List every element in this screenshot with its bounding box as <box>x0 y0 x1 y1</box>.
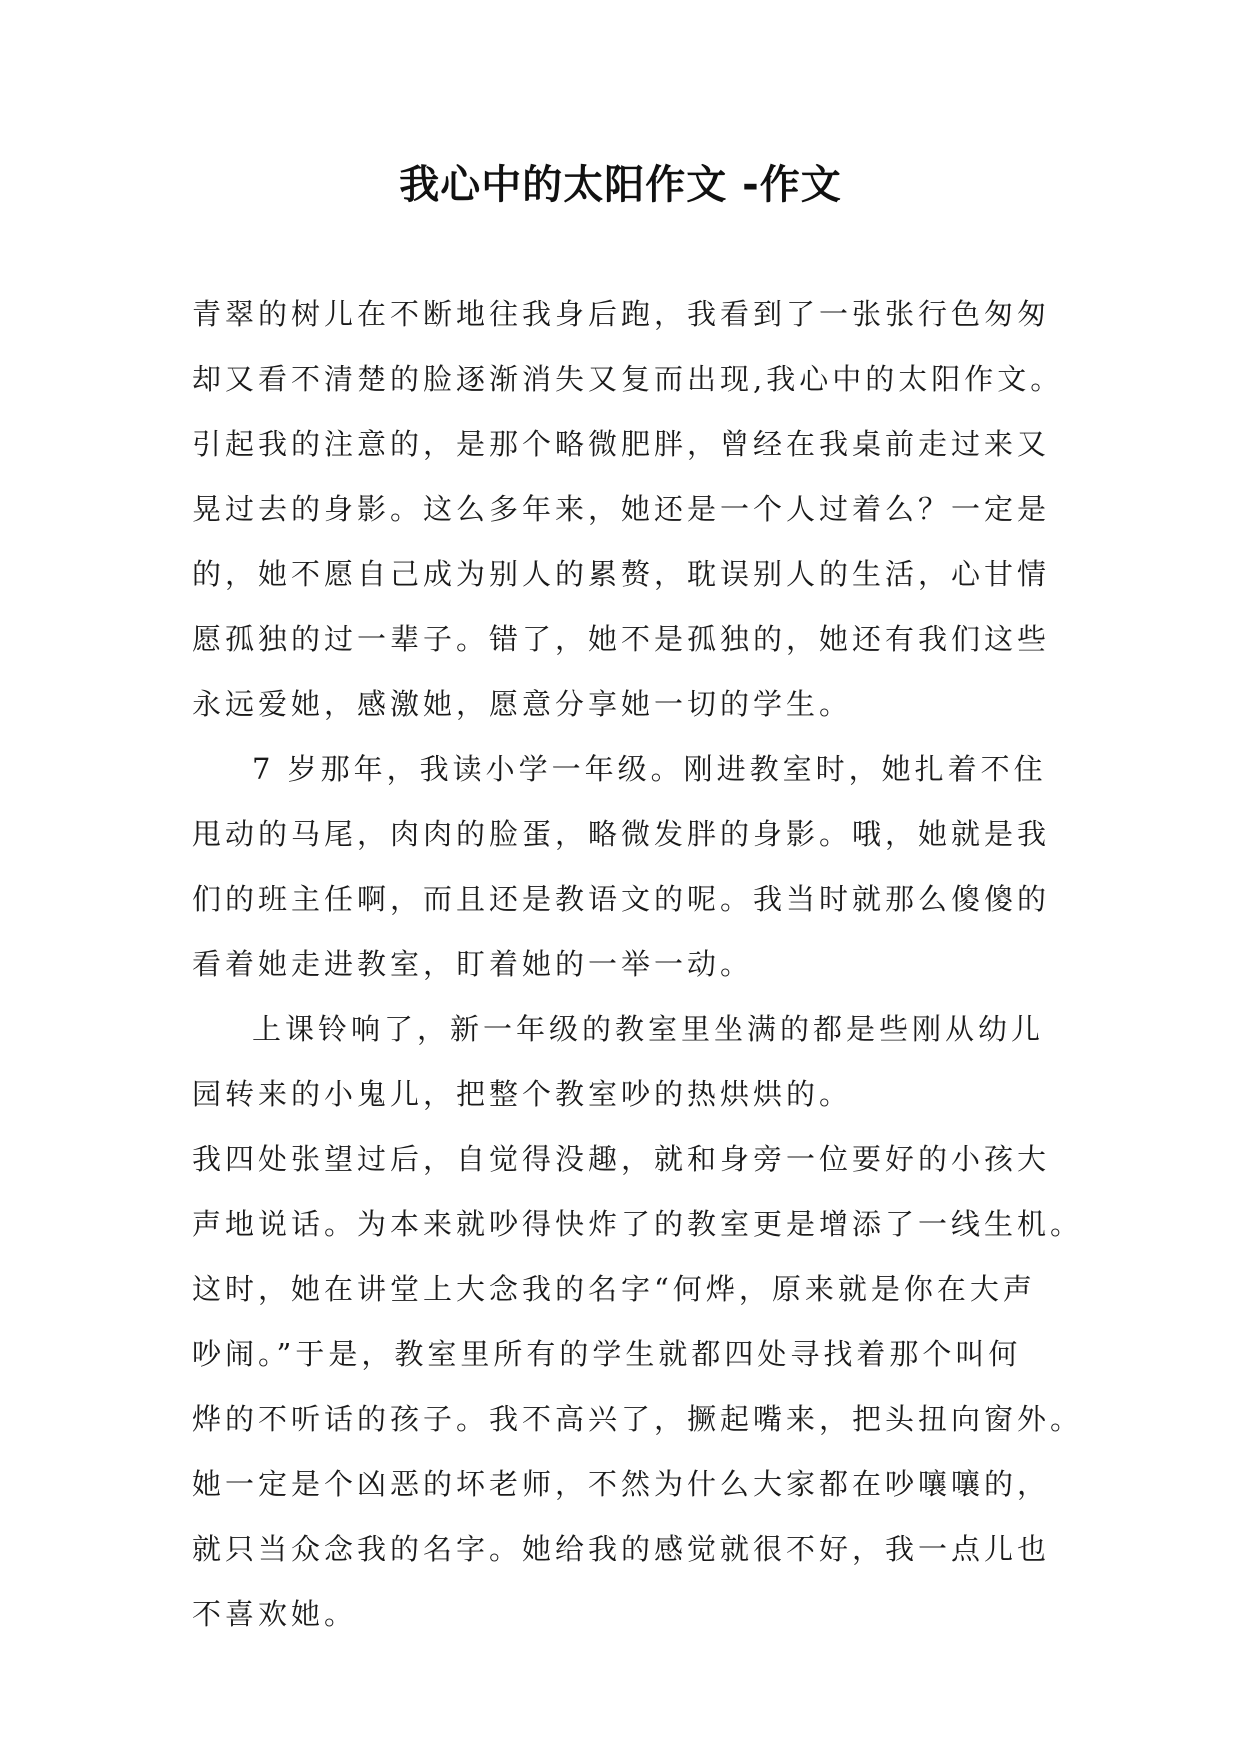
paragraph-line: 我四处张望过后，自觉得没趣，就和身旁一位要好的小孩大 <box>192 1142 1051 1176</box>
document-body <box>192 282 1092 1647</box>
paragraph-line: 7 岁那年，我读小学一年级。刚进教室时，她扎着不住 <box>252 752 1047 786</box>
document-title: 我心中的太阳作文 -作文 <box>399 162 842 208</box>
paragraph-line: 却又看不清楚的脸逐渐消失又复而出现,我心中的太阳作文。 <box>192 362 1064 396</box>
paragraph-line: 她一定是个凶恶的坏老师，不然为什么大家都在吵嚷嚷的， <box>192 1467 1051 1501</box>
paragraph-line: 青翠的树儿在不断地往我身后跑，我看到了一张张行色匆匆 <box>192 297 1051 331</box>
paragraph-line: 这时，她在讲堂上大念我的名字“何烨，原来就是你在大声 <box>192 1272 1036 1306</box>
paragraph-line: 甩动的马尾，肉肉的脸蛋，略微发胖的身影。哦，她就是我 <box>192 817 1051 851</box>
paragraph-line: 就只当众念我的名字。她给我的感觉就很不好，我一点儿也 <box>192 1532 1051 1566</box>
paragraph-line: 引起我的注意的，是那个略微肥胖，曾经在我桌前走过来又 <box>192 427 1051 461</box>
paragraph-line: 们的班主任啊，而且还是教语文的呢。我当时就那么傻傻的 <box>192 882 1051 916</box>
paragraph-line: 不喜欢她。 <box>192 1597 358 1631</box>
paragraph-line: 晃过去的身影。这么多年来，她还是一个人过着么？一定是 <box>192 492 1051 526</box>
paragraph-line: 吵闹。”于是，教室里所有的学生就都四处寻找着那个叫何 <box>192 1337 1022 1371</box>
paragraph-line: 愿孤独的过一辈子。错了，她不是孤独的，她还有我们这些 <box>192 622 1051 656</box>
paragraph-line: 永远爱她，感激她，愿意分享她一切的学生。 <box>192 687 853 721</box>
paragraph-line: 烨的不听话的孩子。我不高兴了，撅起嘴来，把头扭向窗外。 <box>192 1402 1084 1436</box>
paragraph-line: 声地说话。为本来就吵得快炸了的教室更是增添了一线生机。 <box>192 1207 1084 1241</box>
paragraph-line: 看着她走进教室，盯着她的一举一动。 <box>192 947 754 981</box>
paragraph-line: 上课铃响了，新一年级的教室里坐满的都是些刚从幼儿 <box>252 1012 1045 1046</box>
paragraph-line: 园转来的小鬼儿，把整个教室吵的热烘烘的。 <box>192 1077 853 1111</box>
paragraph-line: 的，她不愿自己成为别人的累赘，耽误别人的生活，心甘情 <box>192 557 1051 591</box>
